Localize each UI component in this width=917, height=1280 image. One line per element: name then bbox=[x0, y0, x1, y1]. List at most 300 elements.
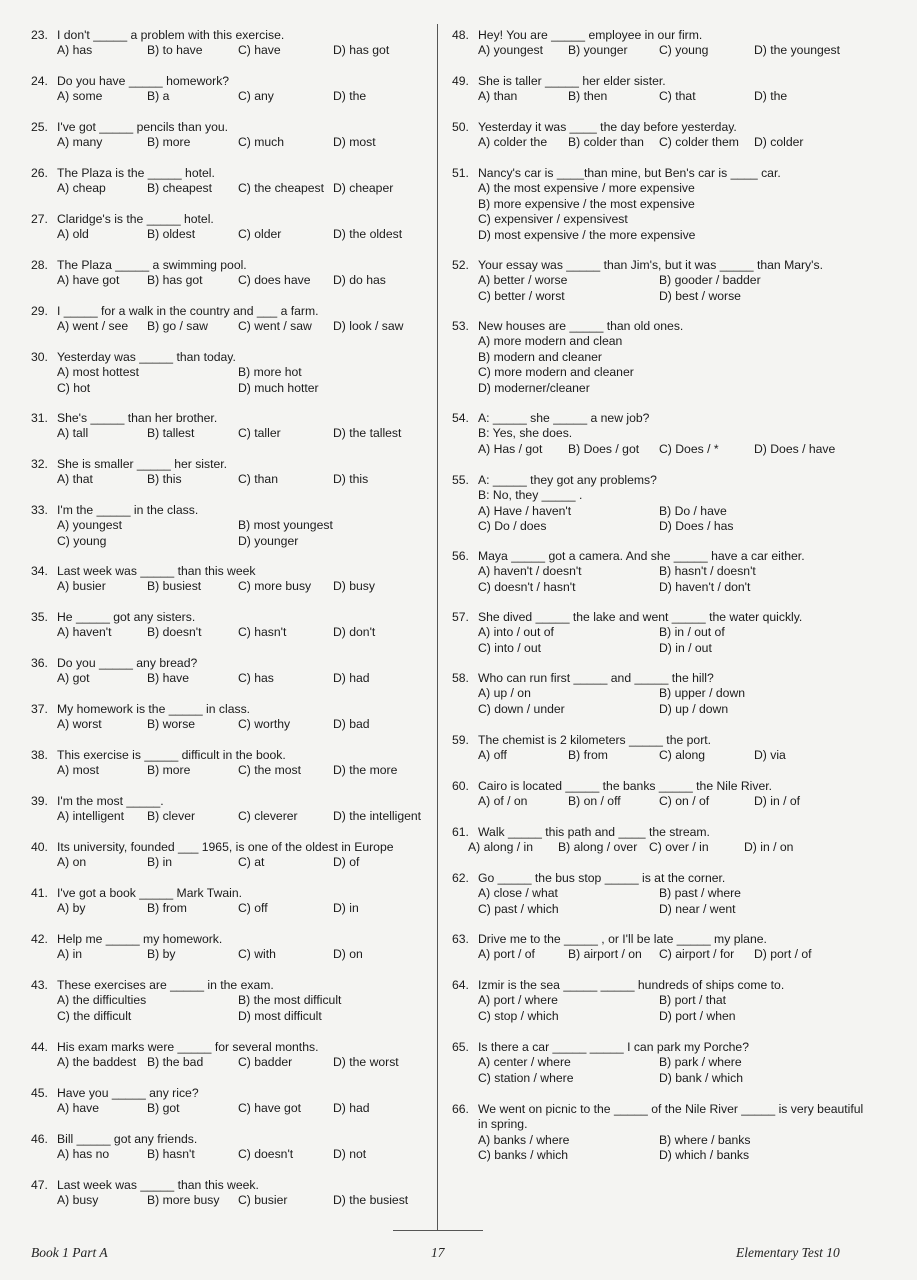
answer-option[interactable]: B) tallest bbox=[147, 426, 195, 441]
question-25 bbox=[31, 120, 431, 151]
question-23 bbox=[31, 28, 431, 59]
question-text: These exercises are _____ in the exam. bbox=[57, 978, 274, 992]
question-text: The Plaza is the _____ hotel. bbox=[57, 166, 215, 180]
answer-option[interactable]: A) colder the bbox=[478, 135, 548, 150]
answer-option[interactable]: D) not bbox=[333, 1147, 367, 1162]
answer-option[interactable]: C) with bbox=[238, 947, 276, 962]
answer-option[interactable]: D) which / banks bbox=[659, 1148, 750, 1163]
answer-option[interactable]: B) most youngest bbox=[238, 518, 333, 533]
question-number: 60. bbox=[452, 779, 469, 793]
question-text: Izmir is the sea _____ _____ hundreds of ships come to. bbox=[478, 978, 785, 992]
question-number: 27. bbox=[31, 212, 48, 226]
answer-option[interactable]: D) look / saw bbox=[333, 319, 404, 334]
question-number: 23. bbox=[31, 28, 48, 42]
answer-option[interactable]: A) got bbox=[57, 671, 90, 686]
question-text: His exam marks were _____ for several months. bbox=[57, 1040, 319, 1054]
answer-option[interactable]: A) youngest bbox=[478, 43, 544, 58]
question-37 bbox=[31, 702, 431, 733]
answer-option[interactable]: D) Does / has bbox=[659, 519, 734, 534]
answer-option[interactable]: C) young bbox=[57, 533, 107, 548]
answer-option[interactable]: B) the most difficult bbox=[238, 993, 342, 1008]
answer-option[interactable]: D) near / went bbox=[659, 901, 736, 916]
question-26 bbox=[31, 166, 431, 197]
question-63 bbox=[452, 932, 852, 963]
answer-option[interactable]: A) worst bbox=[57, 717, 102, 732]
answer-option[interactable]: B) modern and cleaner bbox=[478, 349, 602, 364]
question-text: Do you _____ any bread? bbox=[57, 656, 198, 670]
answer-option[interactable]: D) colder bbox=[754, 135, 804, 150]
question-28 bbox=[31, 258, 431, 289]
question-text: The Plaza _____ a swimming pool. bbox=[57, 258, 247, 272]
answer-option[interactable]: D) younger bbox=[238, 533, 299, 548]
question-number: 50. bbox=[452, 120, 469, 134]
question-45 bbox=[31, 1086, 431, 1117]
answer-option[interactable]: B) Does / got bbox=[568, 441, 640, 456]
answer-option[interactable]: B) more hot bbox=[238, 365, 302, 380]
question-46 bbox=[31, 1132, 431, 1163]
question-text: I don't _____ a problem with this exercise. bbox=[57, 28, 285, 42]
question-40 bbox=[31, 840, 431, 871]
question-number: 28. bbox=[31, 258, 48, 272]
question-number: 40. bbox=[31, 840, 48, 854]
answer-option[interactable]: A) Has / got bbox=[478, 441, 543, 456]
answer-option[interactable]: B) hasn't / doesn't bbox=[659, 564, 756, 579]
question-number: 26. bbox=[31, 166, 48, 180]
question-35 bbox=[31, 610, 431, 641]
question-number: 34. bbox=[31, 564, 48, 578]
question-53 bbox=[452, 319, 852, 396]
answer-option[interactable]: B) younger bbox=[568, 43, 628, 58]
answer-option[interactable]: D) most bbox=[333, 135, 376, 150]
answer-option[interactable]: B) hasn't bbox=[147, 1147, 195, 1162]
answer-option[interactable]: A) off bbox=[478, 748, 507, 763]
question-text: This exercise is _____ difficult in the book. bbox=[57, 748, 286, 762]
question-text: Who can run first _____ and _____ the hill? bbox=[478, 671, 714, 685]
question-number: 24. bbox=[31, 74, 48, 88]
question-27 bbox=[31, 212, 431, 243]
answer-option[interactable]: C) older bbox=[238, 227, 282, 242]
answer-option[interactable]: B) worse bbox=[147, 717, 196, 732]
question-60 bbox=[452, 779, 852, 810]
answer-option[interactable]: B) go / saw bbox=[147, 319, 208, 334]
footer-book: Book 1 Part A bbox=[31, 1245, 108, 1260]
question-text: Hey! You are _____ employee in our firm. bbox=[478, 28, 703, 42]
answer-option[interactable]: D) the busiest bbox=[333, 1193, 409, 1208]
answer-option[interactable]: C) along bbox=[659, 748, 706, 763]
question-number: 38. bbox=[31, 748, 48, 762]
answer-option[interactable]: A) in bbox=[57, 947, 83, 962]
answer-option[interactable]: B) doesn't bbox=[147, 625, 202, 640]
answer-option[interactable]: D) on bbox=[333, 947, 363, 962]
answer-option[interactable]: C) than bbox=[238, 472, 278, 487]
question-32 bbox=[31, 457, 431, 488]
question-43 bbox=[31, 978, 431, 1024]
question-text: Last week was _____ than this week. bbox=[57, 1178, 259, 1192]
answer-option[interactable]: C) cleverer bbox=[238, 809, 298, 824]
question-number: 59. bbox=[452, 733, 469, 747]
question-number: 55. bbox=[452, 473, 469, 487]
answer-option[interactable]: D) don't bbox=[333, 625, 376, 640]
question-number: 44. bbox=[31, 1040, 48, 1054]
answer-option[interactable]: D) the youngest bbox=[754, 43, 841, 58]
question-number: 66. bbox=[452, 1102, 469, 1116]
answer-option[interactable]: A) intelligent bbox=[57, 809, 125, 824]
answer-option[interactable]: C) doesn't / hasn't bbox=[478, 579, 576, 594]
answer-option[interactable]: B) from bbox=[147, 901, 187, 916]
answer-option[interactable]: D) Does / have bbox=[754, 441, 836, 456]
answer-option[interactable]: B) busiest bbox=[147, 579, 202, 594]
question-65 bbox=[452, 1040, 852, 1086]
answer-option[interactable]: B) upper / down bbox=[659, 686, 746, 701]
question-text: Go _____ the bus stop _____ is at the corner. bbox=[478, 871, 726, 885]
question-number: 36. bbox=[31, 656, 48, 670]
question-number: 57. bbox=[452, 610, 469, 624]
answer-option[interactable]: A) went / see bbox=[57, 319, 129, 334]
question-57 bbox=[452, 610, 852, 656]
answer-option[interactable]: D) port / when bbox=[659, 1008, 736, 1023]
answer-option[interactable]: D) up / down bbox=[659, 701, 729, 716]
answer-option[interactable]: C) the cheapest bbox=[238, 181, 325, 196]
question-text: A: _____ she _____ a new job? bbox=[478, 411, 650, 425]
answer-option[interactable]: C) past / which bbox=[478, 901, 559, 916]
answer-option[interactable]: C) the difficult bbox=[57, 1008, 132, 1023]
question-text: Drive me to the _____ , or I'll be late _____ my plane. bbox=[478, 932, 767, 946]
answer-option[interactable]: D) the tallest bbox=[333, 426, 402, 441]
answer-option[interactable]: C) stop / which bbox=[478, 1008, 559, 1023]
question-text: New houses are _____ than old ones. bbox=[478, 319, 684, 333]
answer-option[interactable]: A) port / of bbox=[478, 947, 535, 962]
answer-option[interactable]: D) in bbox=[333, 901, 359, 916]
answer-option[interactable]: A) haven't / doesn't bbox=[478, 564, 582, 579]
footer-test-title: Elementary Test 10 bbox=[736, 1245, 840, 1260]
question-number: 31. bbox=[31, 411, 48, 425]
question-34 bbox=[31, 564, 431, 595]
answer-option[interactable]: D) the bbox=[333, 89, 367, 104]
question-number: 48. bbox=[452, 28, 469, 42]
answer-option[interactable]: A) cheap bbox=[57, 181, 106, 196]
answer-option[interactable]: D) had bbox=[333, 1101, 370, 1116]
question-number: 33. bbox=[31, 503, 48, 517]
question-number: 63. bbox=[452, 932, 469, 946]
answer-option[interactable]: B) more expensive / the most expensive bbox=[478, 196, 695, 211]
answer-option[interactable]: D) this bbox=[333, 472, 369, 487]
answer-option[interactable]: C) much bbox=[238, 135, 285, 150]
question-text: I'm the most _____. bbox=[57, 794, 164, 808]
question-44 bbox=[31, 1040, 431, 1071]
answer-option[interactable]: B) more busy bbox=[147, 1193, 220, 1208]
answer-option[interactable]: C) more modern and cleaner bbox=[478, 365, 634, 380]
answer-option[interactable]: C) taller bbox=[238, 426, 281, 441]
answer-option[interactable]: A) the difficulties bbox=[57, 993, 147, 1008]
answer-option[interactable]: A) the most expensive / more expensive bbox=[478, 181, 695, 196]
question-number: 62. bbox=[452, 871, 469, 885]
answer-option[interactable]: B) more bbox=[147, 135, 191, 150]
question-36 bbox=[31, 656, 431, 687]
question-text: Maya _____ got a camera. And she _____ have a car either. bbox=[478, 549, 805, 563]
answer-option[interactable]: D) bad bbox=[333, 717, 370, 732]
answer-option[interactable]: C) that bbox=[659, 89, 696, 104]
question-number: 32. bbox=[31, 457, 48, 471]
answer-option[interactable]: D) the worst bbox=[333, 1055, 399, 1070]
answer-option[interactable]: D) in / out bbox=[659, 640, 712, 655]
question-text-continued: in spring. bbox=[478, 1117, 528, 1132]
question-text: I'm the _____ in the class. bbox=[57, 503, 199, 517]
answer-option[interactable]: D) of bbox=[333, 855, 360, 870]
footer-page-number: 17 bbox=[431, 1245, 445, 1260]
answer-option[interactable]: A) most bbox=[57, 763, 99, 778]
question-64 bbox=[452, 978, 852, 1024]
question-text: I _____ for a walk in the country and ___ a farm. bbox=[57, 304, 319, 318]
question-number: 49. bbox=[452, 74, 469, 88]
answer-option[interactable]: C) have got bbox=[238, 1101, 302, 1116]
answer-option[interactable]: A) youngest bbox=[57, 518, 123, 533]
question-number: 29. bbox=[31, 304, 48, 318]
answer-option[interactable]: B) has got bbox=[147, 273, 203, 288]
answer-option[interactable]: C) busier bbox=[238, 1193, 288, 1208]
question-42 bbox=[31, 932, 431, 963]
answer-option[interactable]: B) the bad bbox=[147, 1055, 204, 1070]
answer-option[interactable]: B) got bbox=[147, 1101, 180, 1116]
answer-option[interactable]: B) in / out of bbox=[659, 625, 725, 640]
answer-option[interactable]: B) more bbox=[147, 763, 191, 778]
question-58 bbox=[452, 671, 852, 717]
answer-option[interactable]: A) Have / haven't bbox=[478, 503, 572, 518]
question-text: She dived _____ the lake and went _____ the water quickly. bbox=[478, 610, 803, 624]
answer-option[interactable]: A) by bbox=[57, 901, 86, 916]
answer-option[interactable]: B) clever bbox=[147, 809, 196, 824]
answer-option[interactable]: A) along / in bbox=[468, 840, 534, 855]
answer-option[interactable]: A) many bbox=[57, 135, 103, 150]
answer-option[interactable]: A) have bbox=[57, 1101, 100, 1116]
answer-option[interactable]: D) cheaper bbox=[333, 181, 394, 196]
answer-option[interactable]: D) in / on bbox=[744, 840, 794, 855]
question-number: 46. bbox=[31, 1132, 48, 1146]
answer-option[interactable]: C) into / out bbox=[478, 640, 541, 655]
answer-option[interactable]: B) from bbox=[568, 748, 608, 763]
question-text: A: _____ they got any problems? bbox=[478, 473, 657, 487]
question-59 bbox=[452, 733, 852, 764]
footer-rule bbox=[393, 1230, 483, 1231]
answer-option[interactable]: B) by bbox=[147, 947, 176, 962]
answer-option[interactable]: D) bank / which bbox=[659, 1070, 743, 1085]
answer-option[interactable]: C) on / of bbox=[659, 794, 710, 809]
answer-option[interactable]: C) down / under bbox=[478, 701, 565, 716]
answer-option[interactable]: A) more modern and clean bbox=[478, 334, 623, 349]
question-48 bbox=[452, 28, 852, 59]
answer-option[interactable]: C) Does / * bbox=[659, 441, 719, 456]
question-number: 30. bbox=[31, 350, 48, 364]
answer-option[interactable]: C) has bbox=[238, 671, 274, 686]
answer-option[interactable]: A) into / out of bbox=[478, 625, 554, 640]
question-text: Your essay was _____ than Jim's, but it was _____ than Mary's. bbox=[478, 258, 823, 272]
answer-option[interactable]: B) in bbox=[147, 855, 173, 870]
answer-option[interactable]: B) Do / have bbox=[659, 503, 727, 518]
answer-option[interactable]: D) in / of bbox=[754, 794, 801, 809]
answer-option[interactable]: B) airport / on bbox=[568, 947, 642, 962]
answer-option[interactable]: A) of / on bbox=[478, 794, 528, 809]
answer-option[interactable]: A) center / where bbox=[478, 1055, 571, 1070]
answer-option[interactable]: A) than bbox=[478, 89, 518, 104]
question-text: Cairo is located _____ the banks _____ the Nile River. bbox=[478, 779, 773, 793]
question-text-continued: B: No, they _____ . bbox=[478, 488, 583, 503]
question-33 bbox=[31, 503, 431, 549]
question-number: 56. bbox=[452, 549, 469, 563]
answer-option[interactable]: B) past / where bbox=[659, 886, 741, 901]
answer-option[interactable]: C) airport / for bbox=[659, 947, 735, 962]
question-text: Yesterday it was ____ the day before yesterday. bbox=[478, 120, 737, 134]
answer-option[interactable]: B) to have bbox=[147, 43, 203, 58]
question-text: She's _____ than her brother. bbox=[57, 411, 218, 425]
answer-option[interactable]: C) Do / does bbox=[478, 519, 547, 534]
answer-option[interactable]: A) that bbox=[57, 472, 93, 487]
question-61 bbox=[452, 825, 852, 856]
question-text-continued: B: Yes, she does. bbox=[478, 426, 573, 441]
answer-option[interactable]: C) colder them bbox=[659, 135, 739, 150]
question-31 bbox=[31, 411, 431, 442]
answer-option[interactable]: A) port / where bbox=[478, 993, 558, 1008]
answer-option[interactable]: C) hasn't bbox=[238, 625, 287, 640]
answer-option[interactable]: C) any bbox=[238, 89, 274, 104]
question-text: My homework is the _____ in class. bbox=[57, 702, 251, 716]
question-number: 65. bbox=[452, 1040, 469, 1054]
answer-option[interactable]: D) the bbox=[754, 89, 788, 104]
question-number: 42. bbox=[31, 932, 48, 946]
question-text: Is there a car _____ _____ I can park my Porche? bbox=[478, 1040, 749, 1054]
answer-option[interactable]: B) port / that bbox=[659, 993, 727, 1008]
answer-option[interactable]: B) where / banks bbox=[659, 1132, 751, 1147]
question-number: 52. bbox=[452, 258, 469, 272]
answer-option[interactable]: A) some bbox=[57, 89, 103, 104]
question-text: The chemist is 2 kilometers _____ the port. bbox=[478, 733, 712, 747]
question-52 bbox=[452, 258, 852, 304]
answer-option[interactable]: B) colder than bbox=[568, 135, 644, 150]
answer-option[interactable]: C) over / in bbox=[649, 840, 709, 855]
answer-option[interactable]: D) port / of bbox=[754, 947, 812, 962]
question-number: 58. bbox=[452, 671, 469, 685]
answer-option[interactable]: A) better / worse bbox=[478, 273, 568, 288]
question-text: Help me _____ my homework. bbox=[57, 932, 223, 946]
answer-option[interactable]: D) moderner/cleaner bbox=[478, 380, 590, 395]
answer-option[interactable]: A) old bbox=[57, 227, 89, 242]
answer-option[interactable]: C) have bbox=[238, 43, 281, 58]
answer-option[interactable]: B) then bbox=[568, 89, 608, 104]
answer-option[interactable]: C) worthy bbox=[238, 717, 291, 732]
answer-option[interactable]: C) hot bbox=[57, 380, 91, 395]
answer-option[interactable]: C) banks / which bbox=[478, 1148, 569, 1163]
question-text: Its university, founded ___ 1965, is one of the oldest in Europe bbox=[57, 840, 394, 854]
answer-option[interactable]: D) much hotter bbox=[238, 380, 319, 395]
question-39 bbox=[31, 794, 431, 825]
question-number: 43. bbox=[31, 978, 48, 992]
answer-option[interactable]: C) went / saw bbox=[238, 319, 312, 334]
answer-option[interactable]: C) expensiver / expensivest bbox=[478, 212, 628, 227]
question-number: 41. bbox=[31, 886, 48, 900]
answer-option[interactable]: D) busy bbox=[333, 579, 375, 594]
answer-option[interactable]: A) busy bbox=[57, 1193, 99, 1208]
question-number: 51. bbox=[452, 166, 469, 180]
answer-option[interactable]: C) at bbox=[238, 855, 265, 870]
question-text: We went on picnic to the _____ of the Nile River _____ is very beautiful bbox=[478, 1102, 864, 1116]
question-text: She is taller _____ her elder sister. bbox=[478, 74, 666, 88]
answer-option[interactable]: D) has got bbox=[333, 43, 390, 58]
question-55 bbox=[452, 473, 852, 535]
answer-option[interactable]: B) gooder / badder bbox=[659, 273, 761, 288]
answer-option[interactable]: B) on / off bbox=[568, 794, 621, 809]
answer-option[interactable]: C) young bbox=[659, 43, 709, 58]
answer-option[interactable]: D) do has bbox=[333, 273, 386, 288]
answer-option[interactable]: A) have got bbox=[57, 273, 120, 288]
question-text: Bill _____ got any friends. bbox=[57, 1132, 198, 1146]
answer-option[interactable]: A) close / what bbox=[478, 886, 558, 901]
answer-option[interactable]: A) haven't bbox=[57, 625, 112, 640]
question-number: 35. bbox=[31, 610, 48, 624]
answer-option[interactable]: D) haven't / don't bbox=[659, 579, 751, 594]
question-49 bbox=[452, 74, 852, 105]
answer-option[interactable]: A) banks / where bbox=[478, 1132, 570, 1147]
answer-option[interactable]: B) park / where bbox=[659, 1055, 742, 1070]
answer-option[interactable]: A) most hottest bbox=[57, 365, 139, 380]
answer-option[interactable]: A) has bbox=[57, 43, 93, 58]
answer-option[interactable]: D) via bbox=[754, 748, 786, 763]
answer-option[interactable]: D) best / worse bbox=[659, 288, 741, 303]
answer-option[interactable]: D) the oldest bbox=[333, 227, 403, 242]
question-number: 61. bbox=[452, 825, 469, 839]
answer-option[interactable]: D) most difficult bbox=[238, 1008, 322, 1023]
answer-option[interactable]: B) along / over bbox=[558, 840, 638, 855]
question-66 bbox=[452, 1102, 864, 1164]
question-text: Do you have _____ homework? bbox=[57, 74, 230, 88]
answer-option[interactable]: C) badder bbox=[238, 1055, 293, 1070]
question-text: Have you _____ any rice? bbox=[57, 1086, 199, 1100]
question-number: 54. bbox=[452, 411, 469, 425]
question-text: Last week was _____ than this week bbox=[57, 564, 256, 578]
answer-option[interactable]: B) have bbox=[147, 671, 190, 686]
answer-option[interactable]: A) has no bbox=[57, 1147, 110, 1162]
answer-option[interactable]: C) better / worst bbox=[478, 288, 565, 303]
column-divider bbox=[437, 24, 438, 1230]
question-text: I've got a book _____ Mark Twain. bbox=[57, 886, 243, 900]
answer-option[interactable]: A) the baddest bbox=[57, 1055, 137, 1070]
question-38 bbox=[31, 748, 431, 779]
answer-option[interactable]: B) this bbox=[147, 472, 182, 487]
question-56 bbox=[452, 549, 852, 595]
question-24 bbox=[31, 74, 431, 105]
question-text: Nancy's car is ____than mine, but Ben's car is ____ car. bbox=[478, 166, 781, 180]
answer-option[interactable]: A) tall bbox=[57, 426, 89, 441]
answer-option[interactable]: B) oldest bbox=[147, 227, 196, 242]
question-51 bbox=[452, 166, 852, 243]
answer-option[interactable]: C) station / where bbox=[478, 1070, 574, 1085]
answer-option[interactable]: B) a bbox=[147, 89, 170, 104]
answer-option[interactable]: C) the most bbox=[238, 763, 301, 778]
answer-option[interactable]: D) had bbox=[333, 671, 370, 686]
answer-option[interactable]: C) more busy bbox=[238, 579, 312, 594]
answer-option[interactable]: A) on bbox=[57, 855, 87, 870]
question-text: She is smaller _____ her sister. bbox=[57, 457, 228, 471]
question-text: Walk _____ this path and ____ the stream. bbox=[478, 825, 710, 839]
answer-option[interactable]: A) up / on bbox=[478, 686, 531, 701]
answer-option[interactable]: C) off bbox=[238, 901, 268, 916]
question-number: 47. bbox=[31, 1178, 48, 1192]
answer-option[interactable]: D) most expensive / the more expensive bbox=[478, 227, 696, 242]
question-text: Yesterday was _____ than today. bbox=[57, 350, 236, 364]
answer-option[interactable]: C) doesn't bbox=[238, 1147, 294, 1162]
answer-option[interactable]: A) busier bbox=[57, 579, 106, 594]
answer-option[interactable]: D) the intelligent bbox=[333, 809, 422, 824]
answer-option[interactable]: D) the more bbox=[333, 763, 398, 778]
answer-option[interactable]: C) does have bbox=[238, 273, 311, 288]
answer-option[interactable]: B) cheapest bbox=[147, 181, 213, 196]
